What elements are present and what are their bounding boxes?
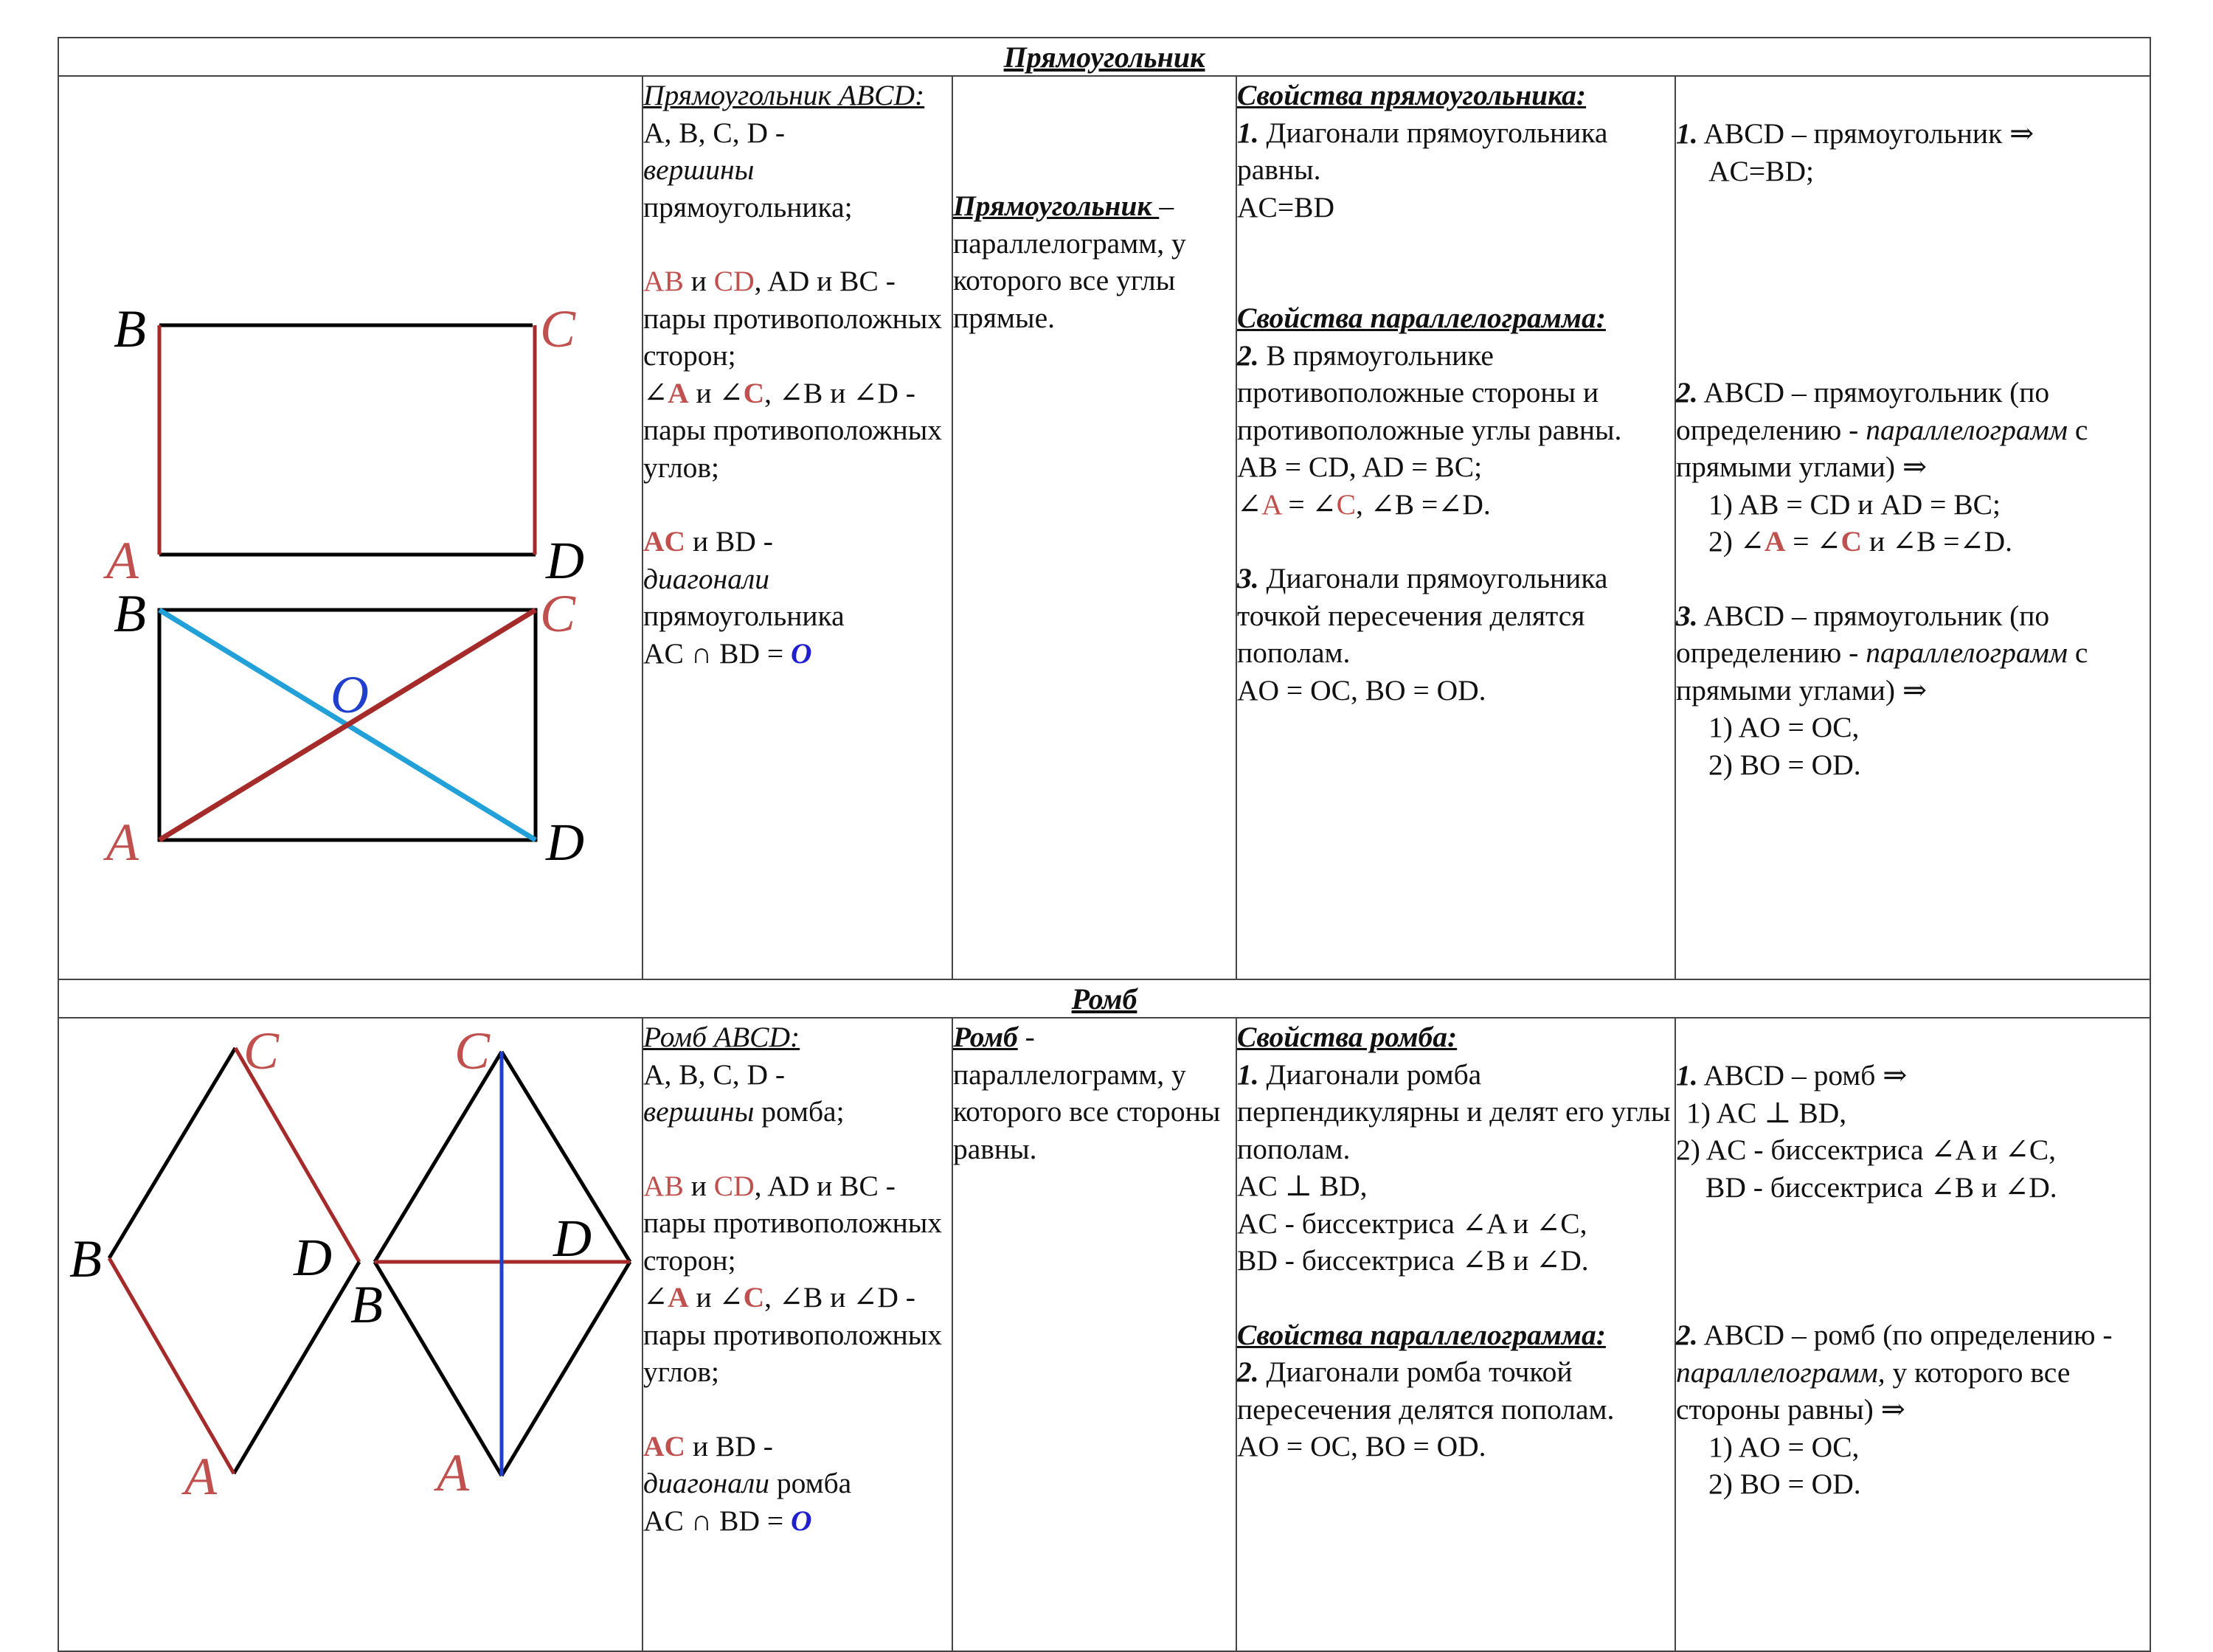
proof-2-l1: 1) AO = OC,	[1708, 1430, 1860, 1463]
prop-2: 2. Диагонали ромба точкой пересечения делятся пополам.	[1237, 1356, 1615, 1426]
rect2-label-c: C	[540, 584, 576, 643]
rhombus-notation	[643, 1018, 952, 1651]
rhombus1-label-d: D	[294, 1228, 332, 1287]
rhombus2-side-da	[502, 1262, 630, 1476]
rectangle-notation	[643, 76, 952, 979]
definition-term: Ромб	[953, 1021, 1018, 1053]
prop-1-eq1: AC ⊥ BD,	[1237, 1170, 1368, 1202]
prop-2: 2. В прямоугольнике противоположные стороны и противоположные углы равны.	[1237, 339, 1622, 446]
prop-1: 1. Диагонали ромба перпендикулярны и делят его углы пополам.	[1237, 1058, 1671, 1165]
diagonals-text: AC и BD -	[643, 1429, 773, 1462]
proof-2: 2. ABCD – ромб (по определению - параллелограмм, у которого все стороны равны) ⇒	[1676, 1319, 2113, 1426]
vertices-line: A, B, C, D -	[643, 116, 786, 149]
definition-text: параллелограмм, у которого все стороны равны.	[953, 1058, 1221, 1165]
rhombus1-label-c: C	[243, 1021, 280, 1080]
proof-2: 2. ABCD – прямоугольник (по определению - параллелограмм с прямыми углами) ⇒	[1676, 376, 2088, 483]
angles-text: ∠A и ∠C, ∠B и ∠D - пары противоположных углов;	[643, 376, 943, 484]
proof-1: 1. ABCD – прямоугольник ⇒	[1676, 117, 2034, 150]
angles-text: ∠A и ∠C, ∠B и ∠D - пары противоположных углов;	[643, 1281, 943, 1388]
intersection-text: AC ∩ BD = O	[643, 636, 812, 670]
rect1-label-b: B	[114, 299, 146, 358]
proof-1-l1: 1) AC ⊥ BD,	[1686, 1096, 1847, 1129]
rhombus-proofs	[1675, 1018, 2150, 1651]
proof-1: 1. ABCD – ромб ⇒	[1676, 1059, 1908, 1092]
diagonals-word: диагонали	[643, 562, 769, 595]
rhombus-properties	[1236, 1018, 1675, 1651]
proof-3: 3. ABCD – прямоугольник (по определению - параллелограмм с прямыми углами) ⇒	[1676, 599, 2088, 707]
rhombus1-label-b: B	[69, 1229, 102, 1288]
rhombus-diagram	[59, 1018, 642, 1611]
reference-table	[58, 37, 2151, 1652]
vertices-desc: вершины	[643, 153, 755, 186]
intersection-text: AC ∩ BD = O	[643, 1504, 812, 1537]
notation-title: Прямоугольник ABCD:	[643, 79, 925, 111]
prop-2-eq1: AB = CD, AD = BC;	[1237, 451, 1483, 483]
proof-3-l2: 2) BO = OD.	[1708, 748, 1861, 781]
prop-3: 3. Диагонали прямоугольника точкой пересечения делятся пополам.	[1237, 562, 1608, 669]
proof-1-l3: BD - биссектриса ∠B и ∠D.	[1705, 1170, 2057, 1204]
proof-1-eq: AC=BD;	[1708, 154, 1814, 187]
diagonals-text: AC и BD -	[643, 525, 773, 558]
rhombus-definition: Ромб - параллелограмм, у которого все стороны равны.	[952, 1018, 1236, 1651]
diagonals-post: прямоугольника	[643, 600, 845, 632]
rect1-label-a: A	[106, 531, 139, 590]
rectangle-properties	[1236, 76, 1675, 979]
rect1-label-d: D	[546, 531, 584, 590]
rect2-label-o: O	[330, 665, 369, 724]
prop-1-eq2: AC - биссектриса ∠A и ∠C,	[1237, 1207, 1587, 1240]
props-heading-parallelogram: Свойства параллелограмма:	[1237, 302, 1606, 334]
rectangle-figures	[58, 76, 643, 979]
proof-2-l1: 1) AB = CD и AD = BC;	[1708, 487, 2001, 521]
rhombus2-label-d: D	[553, 1209, 592, 1268]
props-heading-rect: Свойства прямоугольника:	[1237, 79, 1587, 111]
definition-text: параллелограмм, у которого все углы прямые.	[953, 226, 1186, 334]
rect2-label-d: D	[546, 813, 584, 867]
section-title-rectangle: Прямоугольник	[58, 38, 2150, 76]
rhombus-figures	[58, 1018, 643, 1651]
vertices-line: A, B, C, D -	[643, 1058, 786, 1091]
rhombus1-side-da	[234, 1262, 359, 1474]
prop-1-eq3: BD - биссектриса ∠B и ∠D.	[1237, 1244, 1589, 1277]
rect2-label-b: B	[114, 584, 146, 643]
vertices-post: прямоугольника;	[643, 190, 853, 223]
proof-1-l2: 2) AC - биссектриса ∠A и ∠C,	[1676, 1134, 2057, 1166]
definition-term: Прямоугольник	[953, 190, 1160, 222]
proof-3-l1: 1) AO = OC,	[1708, 711, 1860, 743]
rect2-label-a: A	[106, 813, 139, 867]
rectangle-definition: Прямоугольник – параллелограмм, у которого все углы прямые.	[952, 76, 1236, 979]
rectangle-proofs	[1675, 76, 2150, 979]
vertices-desc: вершины ромба;	[643, 1095, 845, 1128]
prop-1-eq: AC=BD	[1237, 190, 1335, 223]
notation-title: Ромб ABCD:	[643, 1021, 800, 1053]
prop-2-eq: AO = OC, BO = OD.	[1237, 1430, 1486, 1462]
rectangle-diagram	[59, 77, 642, 867]
prop-1: 1. Диагонали прямоугольника равны.	[1237, 116, 1608, 186]
section-title-rhombus: Ромб	[58, 979, 2150, 1018]
sides-text: AB и CD, AD и BC - пары противоположных сторон;	[643, 1169, 943, 1277]
rhombus2-side-bc	[375, 1052, 502, 1262]
rhombus1-side-bc	[109, 1048, 235, 1258]
props-heading-rhombus: Свойства ромба:	[1237, 1021, 1458, 1053]
proof-2-l2: 2) ∠A = ∠C и ∠B =∠D.	[1708, 525, 2013, 558]
rhombus2-label-c: C	[454, 1021, 491, 1080]
rhombus2-label-b: B	[350, 1275, 383, 1334]
rhombus1-label-a: A	[184, 1447, 217, 1506]
props-heading-parallelogram: Свойства параллелограмма:	[1237, 1318, 1606, 1351]
prop-2-eq2: ∠A = ∠C, ∠B =∠D.	[1237, 487, 1491, 521]
proof-2-l2: 2) BO = OD.	[1708, 1468, 1861, 1500]
prop-3-eq: AO = OC, BO = OD.	[1237, 673, 1486, 707]
sides-text: AB и CD, AD и BC - пары противоположных сторон;	[643, 265, 943, 372]
rect1-label-c: C	[540, 299, 576, 358]
rhombus1-side-ab	[109, 1258, 234, 1474]
diagonals-word: диагонали ромба	[643, 1467, 852, 1499]
rhombus2-label-a: A	[437, 1443, 469, 1502]
